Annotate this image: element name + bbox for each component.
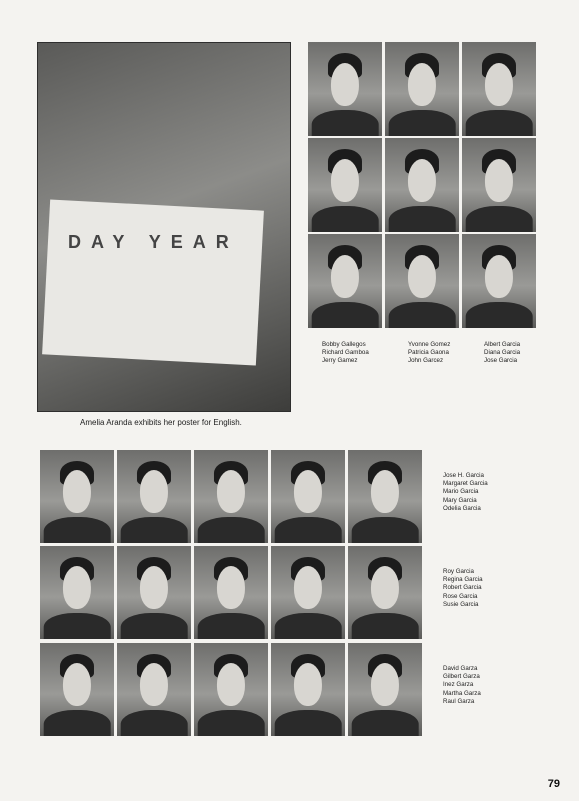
student-portrait xyxy=(117,546,191,639)
portrait-head xyxy=(217,663,245,706)
portrait-head xyxy=(63,663,91,706)
name-label: Richard Gamboa xyxy=(322,349,369,357)
student-portrait xyxy=(271,546,345,639)
portrait-body xyxy=(389,206,456,232)
name-label: Diana Garcia xyxy=(484,349,521,357)
name-label: Yvonne Gomez xyxy=(408,341,451,348)
name-label: Inez Garza xyxy=(443,681,474,689)
portrait-body xyxy=(352,710,419,736)
portrait-head xyxy=(331,159,359,202)
portrait-body xyxy=(275,710,342,736)
name-label: David Garza xyxy=(443,665,478,672)
portrait-body xyxy=(466,302,533,328)
portrait-head xyxy=(408,255,436,298)
name-label: Albert Garcia xyxy=(484,341,521,348)
bottom-names-row-1 xyxy=(443,472,488,513)
poster-image xyxy=(42,200,264,366)
portrait-head xyxy=(217,470,245,513)
portrait-head xyxy=(408,159,436,202)
portrait-head xyxy=(371,663,399,706)
portrait-head xyxy=(63,566,91,609)
student-portrait xyxy=(271,450,345,543)
poster-text: DAY YEAR xyxy=(68,232,239,252)
portrait-body xyxy=(198,517,265,543)
portrait-body xyxy=(121,710,188,736)
top-names-col-2 xyxy=(408,341,450,366)
name-label: Mary Garcia xyxy=(443,496,477,504)
name-label: Odelia Garcia xyxy=(443,504,481,512)
top-names-col-3 xyxy=(484,341,520,366)
student-portrait xyxy=(385,138,459,232)
portrait-body xyxy=(352,517,419,543)
student-portrait xyxy=(462,234,536,328)
student-portrait xyxy=(40,643,114,736)
name-label: Robert Garcia xyxy=(443,584,482,592)
portrait-body xyxy=(44,517,111,543)
name-label: Jerry Gamez xyxy=(322,357,358,365)
name-label: Susie Garcia xyxy=(443,600,479,608)
name-label: Patricia Gaona xyxy=(408,349,449,357)
portrait-head xyxy=(371,470,399,513)
student-portrait xyxy=(462,138,536,232)
name-label: Regina Garcia xyxy=(443,576,483,584)
student-portrait xyxy=(271,643,345,736)
portrait-head xyxy=(294,470,322,513)
portrait-body xyxy=(389,302,456,328)
portrait-head xyxy=(63,470,91,513)
name-label: Rose Garcia xyxy=(443,592,478,600)
portrait-head xyxy=(331,255,359,298)
portrait-head xyxy=(140,566,168,609)
portrait-body xyxy=(275,517,342,543)
portrait-head xyxy=(371,566,399,609)
portrait-body xyxy=(312,302,379,328)
portrait-head xyxy=(140,470,168,513)
name-label: Raul Garza xyxy=(443,697,475,705)
name-label: Jose H. Garcia xyxy=(443,472,484,479)
student-portrait xyxy=(117,643,191,736)
portrait-head xyxy=(217,566,245,609)
student-portrait xyxy=(385,234,459,328)
student-portrait xyxy=(194,450,268,543)
student-portrait xyxy=(308,234,382,328)
portrait-body xyxy=(44,710,111,736)
portrait-body xyxy=(198,613,265,639)
student-portrait xyxy=(348,450,422,543)
top-names-col-1 xyxy=(322,341,369,366)
portrait-body xyxy=(198,710,265,736)
portrait-head xyxy=(485,63,513,106)
student-portrait xyxy=(194,643,268,736)
portrait-body xyxy=(44,613,111,639)
name-label: Jose Garcia xyxy=(484,357,518,365)
name-label: Gilbert Garza xyxy=(443,673,480,681)
portrait-body xyxy=(466,110,533,136)
student-portrait xyxy=(308,42,382,136)
page-number: 79 xyxy=(547,778,560,790)
portrait-body xyxy=(121,613,188,639)
portrait-head xyxy=(331,63,359,106)
student-portrait xyxy=(348,546,422,639)
portrait-head xyxy=(294,663,322,706)
student-portrait xyxy=(40,450,114,543)
student-portrait xyxy=(385,42,459,136)
portrait-body xyxy=(121,517,188,543)
name-label: Mario Garcia xyxy=(443,488,479,496)
student-portrait xyxy=(40,546,114,639)
bottom-names-row-3 xyxy=(443,665,481,706)
student-portrait xyxy=(308,138,382,232)
portrait-body xyxy=(312,110,379,136)
portrait-body xyxy=(352,613,419,639)
portrait-head xyxy=(140,663,168,706)
name-label: Martha Garza xyxy=(443,689,481,697)
name-label: Roy Garcia xyxy=(443,568,474,575)
photo-caption: Amelia Aranda exhibits her poster for English. xyxy=(80,418,242,427)
portrait-body xyxy=(275,613,342,639)
student-portrait xyxy=(348,643,422,736)
student-portrait xyxy=(462,42,536,136)
portrait-body xyxy=(312,206,379,232)
student-portrait xyxy=(117,450,191,543)
portrait-head xyxy=(294,566,322,609)
bottom-names-row-2 xyxy=(443,568,483,609)
portrait-body xyxy=(389,110,456,136)
portrait-head xyxy=(408,63,436,106)
name-label: Margaret Garcia xyxy=(443,480,488,488)
student-portrait xyxy=(194,546,268,639)
portrait-head xyxy=(485,159,513,202)
name-label: John Garcez xyxy=(408,357,444,365)
portrait-head xyxy=(485,255,513,298)
portrait-body xyxy=(466,206,533,232)
name-label: Bobby Gallegos xyxy=(322,341,366,348)
